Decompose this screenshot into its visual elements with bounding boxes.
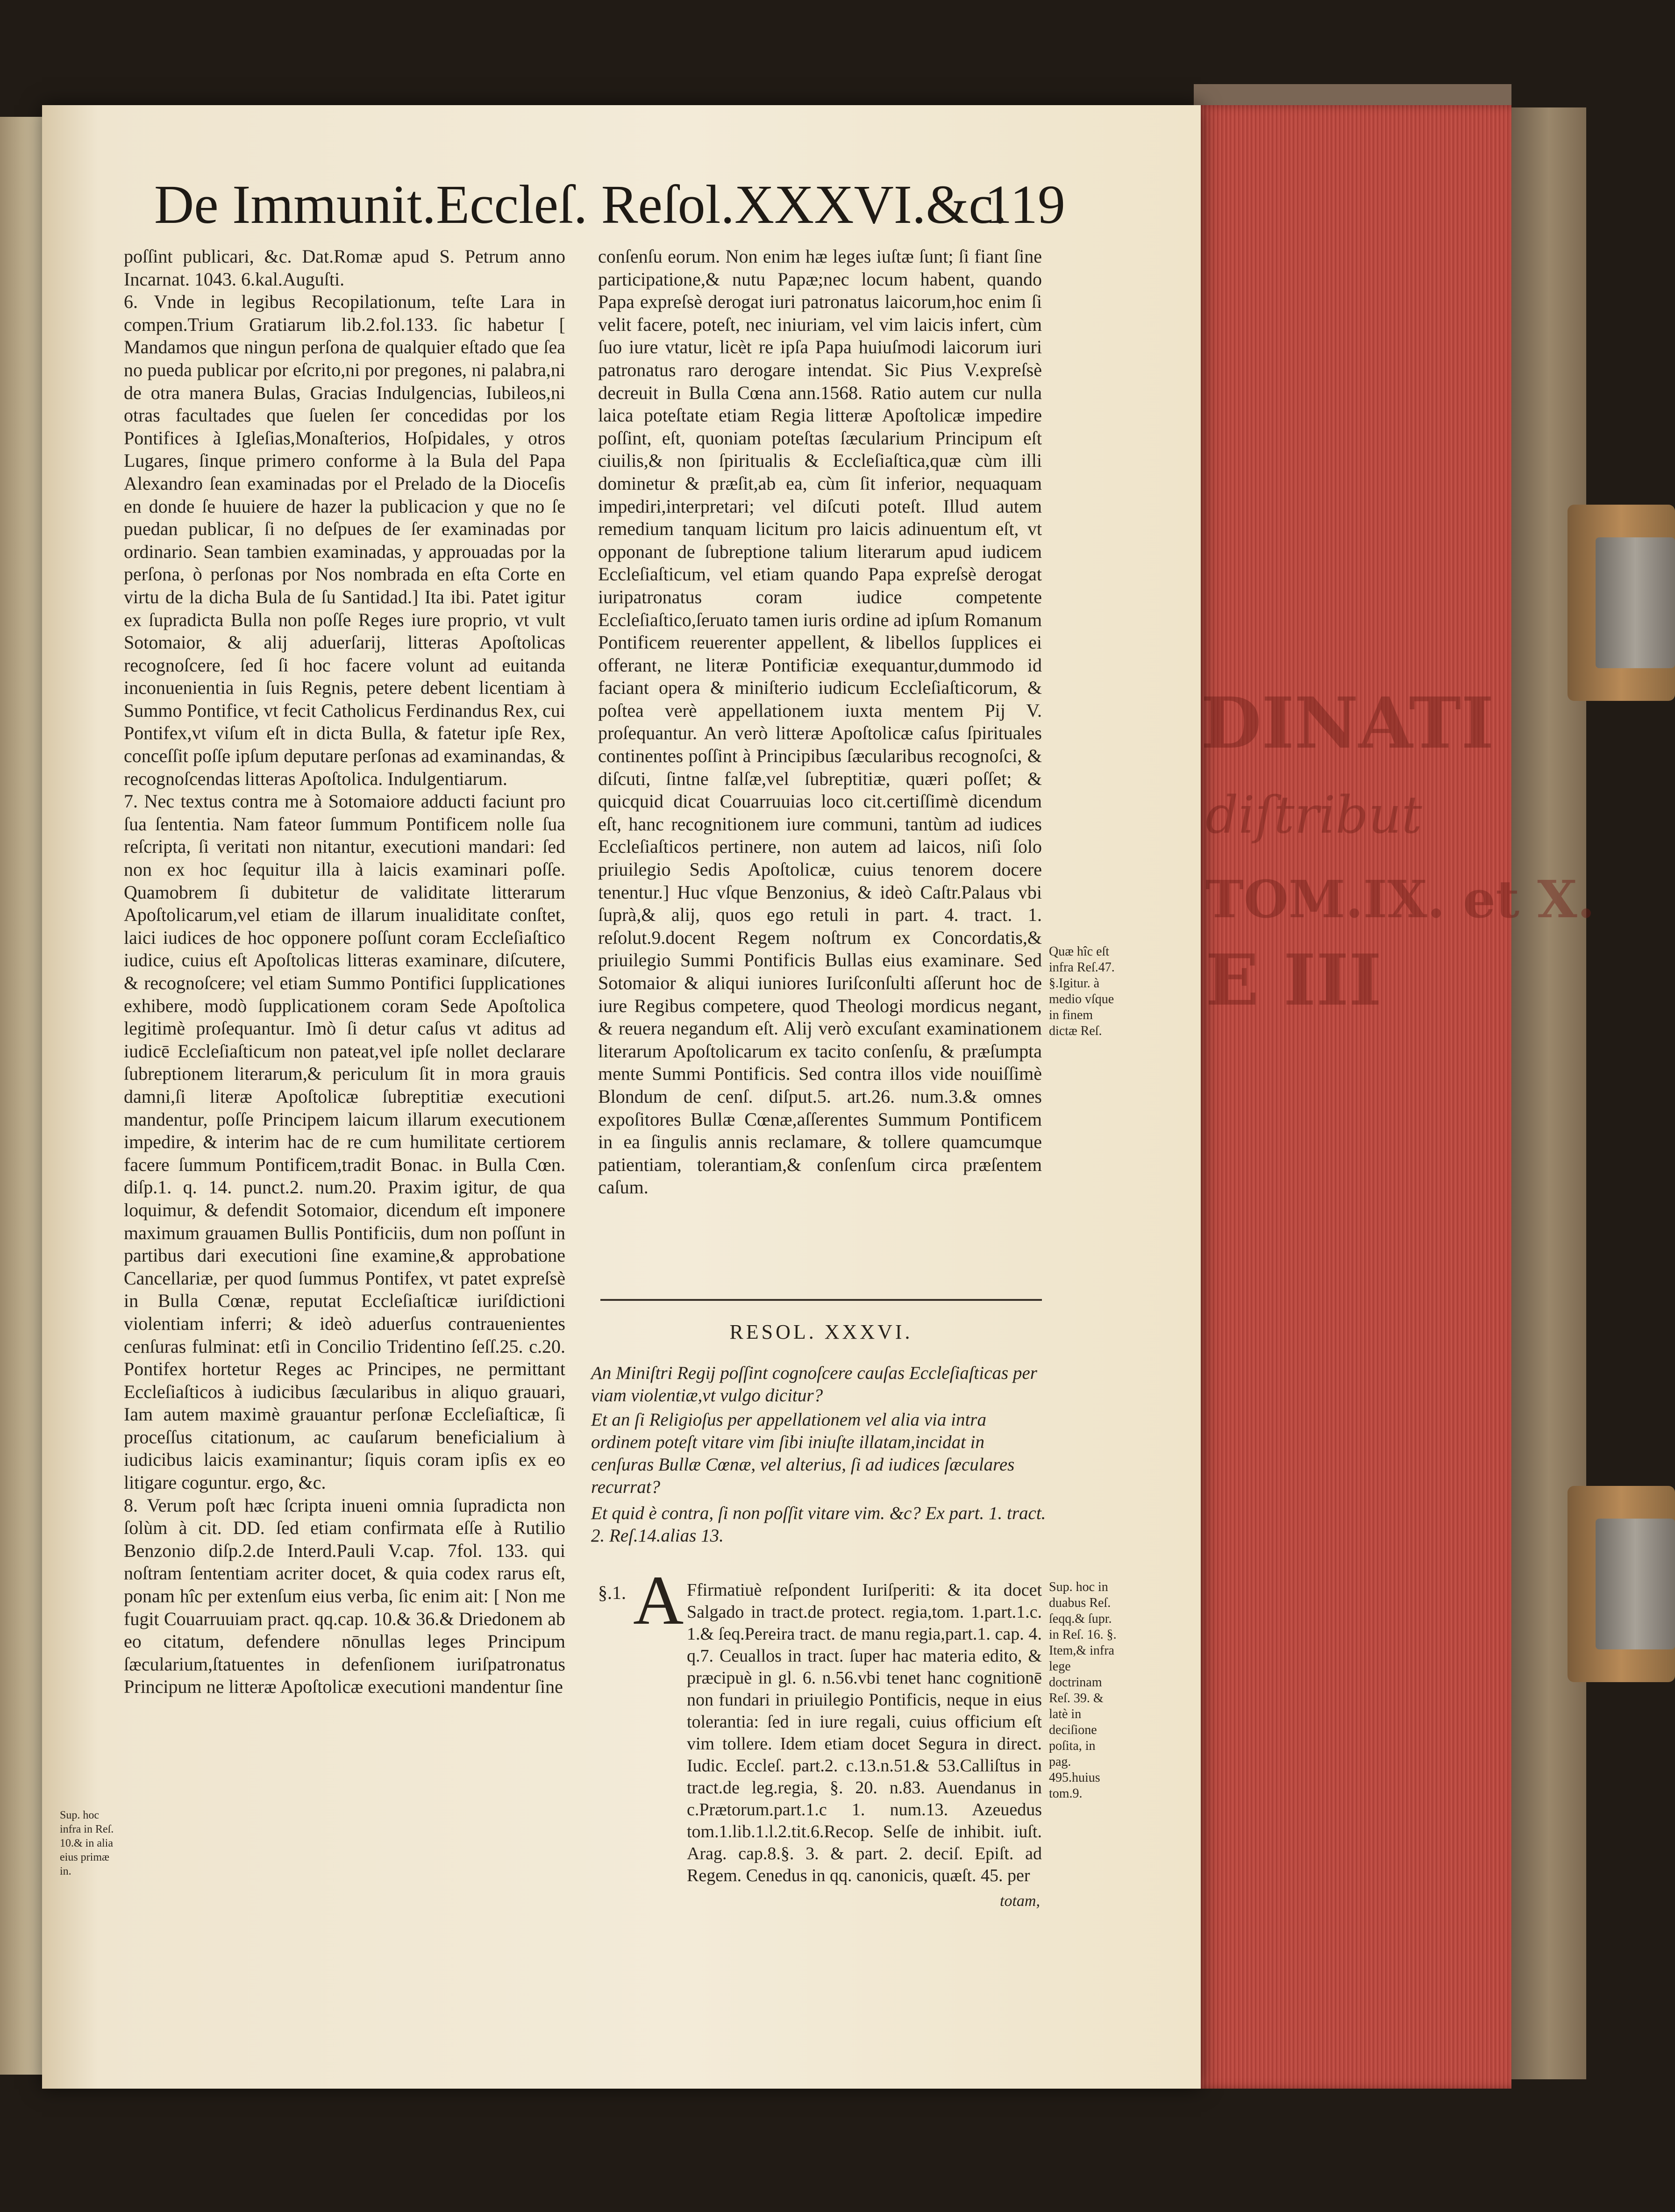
paragraph: conſenſu eorum. Non enim hæ leges iuſtæ ſunt; ſi fiant ſine participatione,& nutu Papæ;nec locum habent, quando Papa expreſsè derogat iuri patronatus laicorum,hoc enim ſi velit facere, poteſt, nec iniuriam, vel vim laicis infert, cùm ſuo iure vtatur, licèt re ipſa Papa huiuſmodi laicorum iuri patronatus raro derogare intendat. Sic Pius V.expreſsè decreuit in Bulla Cœna ann.1568. Ratio autem cur nulla laica poteſtate etiam Regia litteræ Apoſtolicæ impedire poſſint, eſt, quoniam poteſtas ſæcularium Principum eſt ciuilis,& non ſpiritualis & Eccleſiaſtica,quæ cùm illi dominetur & præſit,ab ea, cùm ſit inferior, nequaquam impediri,interpretari; vel diſcuti poteſt. Illud autem remedium tanquam licitum pro laicis adinuentum eſt, vt opponant de ſubreptione talium literarum apud iudicem Eccleſiaſticum, vel etiam quando Papa expreſsè derogat iuripatronatus coram iudice competente Eccleſiaſtico,ſeruato tamen iuris ordine ad ipſum Romanum Pontificem reuerenter appellent, & libellos ſupplices ei offerant, ne literæ Pontificiæ exequantur,dummodo id faciant opera & miniſterio iudicum Eccleſiaſticorum, & poſtea verè appellationem iuxta mentem Pij V. proſequantur. An verò litteræ Apoſtolicæ caſus ſpirituales continentes poſſint à Principibus ſæcularibus recognoſci, & diſcuti, ſintne falſæ,vel ſubreptitiæ, quæri poſſet; & quicquid dicat Couarruuias loco cit.certiſſimè dicendum eſt, hanc recognitionem iure communi, tantùm ad iudices Eccleſiaſticos pertinere, non autem ad laicos, niſi ſolo priuilegio Sedis Apoſtolicæ, cuius tenorem docere tenentur.] Huc vſque Benzonius, & ideò Caſtr.Palaus vbi ſuprà,& alij, quos ego retuli in part. 4. tract. 1. reſolut.9.docent Regem noſtrum ex Concordatis,& priuilegio Summi Pontificis Bullas eius examinare. Sed Sotomaior & aliqui iuniores Iuriſconſulti aſſerunt hoc de iure Regibus competere, quod Theologi mordicus negant, & reuera negandum eſt. Alij verò excuſant examinationem literarum Apoſtolicarum ex tacito conſenſu, & præſumpta mente Summi Pontificis. Sed contra illos vide nouiſſimè Blondum de cenſ. diſput.5. art.26. num.3.& omnes expoſitores Bullæ Cœnæ,aſſerentes Summum Pontificem in ea ſingulis annis reclamare, & tollere quamcumque patientiam, tolerantiam,& conſenſum circa præſentem caſum. bbox=[598, 246, 1042, 1198]
section-mark: §.1. bbox=[598, 1582, 626, 1603]
red-page-edges bbox=[1194, 105, 1511, 2089]
book-clasp-lower bbox=[1568, 1486, 1675, 1682]
clasp-metal-icon bbox=[1596, 537, 1675, 668]
section-divider bbox=[600, 1299, 1042, 1301]
paragraph: 7. Nec textus contra me à Sotomaiore adducti faciunt pro ſua ſententia. Nam fateor ſummum Pontificem nolle ſua reſcripta, ſi veritati non nitantur, executioni mandari: ſed non ex hoc ſequitur illa à laicis examinari poſſe. Quamobrem ſi dubitetur de validitate litterarum Apoſtolicarum,vel etiam de illarum inualiditate conſtet, laici iudices de hoc opponere poſſunt coram Eccleſiaſtico iudice, cuius eſt Apoſtolicas litteras examinare, diſcutere, & recognoſcere; vel etiam Summo Pontifici ſupplicationes exhibere, modò ſupplicationem coram Sede Apoſtolica legitimè proſequantur. Imò ſi detur caſus vt aditus ad iudicē Eccleſiaſticum non pateat,vel ipſe nollet declarare ſubreptionem literarum,& periculum ſit in mora grauis damni,ſi literæ Apoſtolicæ ſubreptitiæ executioni mandentur, poſſe Principem laicum illarum executionem impedire, & interim hac de re cum humilitate certiorem facere ſummum Pontificem,tradit Bonac. in Bulla Cœn. diſp.1. q. 14. punct.2. num.20. Praxim igitur, de qua loquimur, & defendit Sotomaior, dicendum eſt imponere maximum grauamen Bullis Pontificiis, dum non poſſunt in partibus dari executioni ſine examine,& approbatione Cancellariæ, per quod ſummus Pontifex, vt patet expreſsè in Bulla Cœnæ, reputat Eccleſiaſticæ iuriſdictioni violentiam inferri; & ideò aduerſus contrauenientes cenſuras fulminat: etſi in Concilio Tridentino ſeſſ.25. c.20. Pontifex hortetur Reges ac Principes, ne permittant Eccleſiaſticos à iudicibus ſæcularibus in aliquo grauari, Iam autem maximè grauantur perſonæ Eccleſiaſticæ, ſi proceſſus citationum, ac cauſarum beneficialium à iudicibus laicis examinantur; ſiquis coram ipſis ex eo litigare coguntur. ergo, &c. bbox=[124, 791, 565, 1493]
drop-cap: A bbox=[633, 1562, 684, 1639]
right-column bbox=[598, 245, 1042, 1199]
catchword: totam, bbox=[1000, 1892, 1040, 1910]
question: Et quid è contra, ſi non poſſit vitare vim. &c? Ex part. 1. tract. 2. Reſ.14.alias 13. bbox=[591, 1503, 1046, 1546]
paragraph: poſſint publicari, &c. Dat.Romæ apud S. Petrum anno Incarnat. 1043. 6.kal.Auguſti. bbox=[124, 246, 565, 290]
book-clasp-upper bbox=[1568, 505, 1675, 701]
spine-label-line: TOM.IX. et X. bbox=[1205, 869, 1595, 929]
spine-label-line: DINATI bbox=[1201, 682, 1494, 764]
left-column bbox=[124, 245, 565, 1698]
page-number: 119 bbox=[984, 174, 1065, 235]
marginal-note: Sup. hoc in duabus Reſ. ſeqq.& ſupr. in Reſ. 16. §. Item,& infra lege doctrinam Reſ. 39. & latè in deciſione poſita, in pag. 495.huius tom.9. bbox=[1049, 1580, 1117, 1801]
question: An Miniſtri Regij poſſint cognoſcere cauſas Eccleſiaſticas per viam violentiæ,vt vulgo dicitur? bbox=[591, 1363, 1037, 1406]
paragraph: 6. Vnde in legibus Recopilationum, teſte Lara in compen.Trium Gratiarum lib.2.fol.133. ſic habetur [ Mandamos que ningun perſona de qualquier eſtado que ſea no pueda publicar por eſcrito,ni por pregones, ni palabra,ni de otra manera Bulas, Gracias Indulgencias, Iubileos,ni otras facultades que ſuelen ſer concedidas por los Pontifices à Igleſias,Monaſterios, Hoſpidales, y otros Lugares, ſinque primero conforme à la Bula del Papa Alexandro ſean examinadas por el Prelado de la Dioceſis en donde ſe huuiere de hazer la publicacion y que no ſe puedan publicar, ſi no deſpues de ſer examinadas por ordinario. Sean tambien examinadas, y approuadas por la perſona, ò perſonas por Nos nombrada en eſta Corte en virtu de la dicha Bula de ſu Santidad.] Ita ibi. Patet igitur ex ſupradicta Bulla non poſſe Reges iure proprio, vt vult Sotomaior, & alij aduerſarij, litteras Apoſtolicas recognoſcere, ſed ſi hoc facere volunt ad euitanda inconuenientia in ſuis Regnis, petere debent licentiam à Summo Pontifice, vt fecit Catholicus Ferdinandus Rex, cui Pontifex,vt viſum eſt in dicta Bulla, & fatetur ipſe Rex, conceſſit poſſe ipſum deputare perſonas ad examinandas, & recognoſcendas litteras Apoſtolica. Indulgentiarum. bbox=[124, 291, 565, 789]
running-header bbox=[154, 173, 1065, 236]
running-title: De Immunit.Eccleſ. Reſol.XXXVI.&c. bbox=[154, 174, 1007, 235]
clasp-metal-icon bbox=[1596, 1519, 1675, 1649]
spine-label-line: diſtribut bbox=[1205, 785, 1422, 845]
section-text: Ffirmatiuè reſpondent Iuriſperiti: & ita docet Salgado in tract.de protect. regia,tom. 1.part.1.c. 1.& ſeq.Pereira tract. de manu regia,part.1. cap. 4. q.7. Ceuallos in tract. ſuper hac materia edito, & præcipuè in gl. 6. n.56.vbi tenet hanc cognitionē non fundari in priuilegio Pontificis, neque in eius tolerantia: ſed in iure regali, cuius officium eſt vim tollere. Idem etiam docet Segura in direct. Iudic. Eccleſ. part.2. c.13.n.51.& 53.Calliſtus in tract.de leg.regia, §. 20. n.83. Auendanus in c.Prætorum.part.1.c 1. num.13. Azeuedus tom.1.lib.1.l.2.tit.6.Recop. Selſe de inhibit. iuſt. Arag. cap.8.§. 3. & part. 2. deciſ. Epiſt. ad Regem. Cenedus in qq. canonicis, quæſt. 45. per bbox=[687, 1580, 1042, 1885]
question: Et an ſi Religioſus per appellationem vel alia via intra ordinem poteſt vitare vim ſibi iniuſte illatam,incidat in cenſuras Bullæ Cœnæ, vel alterius, ſi ad iudices ſæculares recurrat? bbox=[591, 1410, 1015, 1497]
paragraph: 8. Verum poſt hæc ſcripta inueni omnia ſupradicta non ſolùm à cit. DD. ſed etiam confirmata eſſe à Rutilio Benzonio diſp.2.de Interd.Pauli V.cap. 7fol. 133. qui noſtram ſententiam acriter docet, & quia codex rarus eſt, ponam hîc per extenſum eius verba, ſic enim ait: [ Non me fugit Couarruuiam pract. qq.cap. 10.& 36.& Driedonem ab eo citatum, defendere nōnullas leges Principum ſæcularium,ſtatuentes in defenſionem iuriſpatronatus Principum ne litteræ Apoſtolicæ executioni mandentur ſine bbox=[124, 1494, 565, 1698]
marginal-note: Sup. hoc infra in Reſ. 10.& in alia eius primæ in. bbox=[60, 1809, 114, 1877]
previous-page-edge bbox=[0, 117, 44, 2075]
resol-heading: RESOL. XXXVI. bbox=[729, 1320, 913, 1343]
marginal-note: Quæ hîc eſt infra Reſ.47. §.Igitur. à medio vſque in finem dictæ Reſ. bbox=[1049, 944, 1115, 1038]
book-spine bbox=[1511, 107, 1586, 2079]
spine-label-line: E III bbox=[1205, 939, 1382, 1021]
